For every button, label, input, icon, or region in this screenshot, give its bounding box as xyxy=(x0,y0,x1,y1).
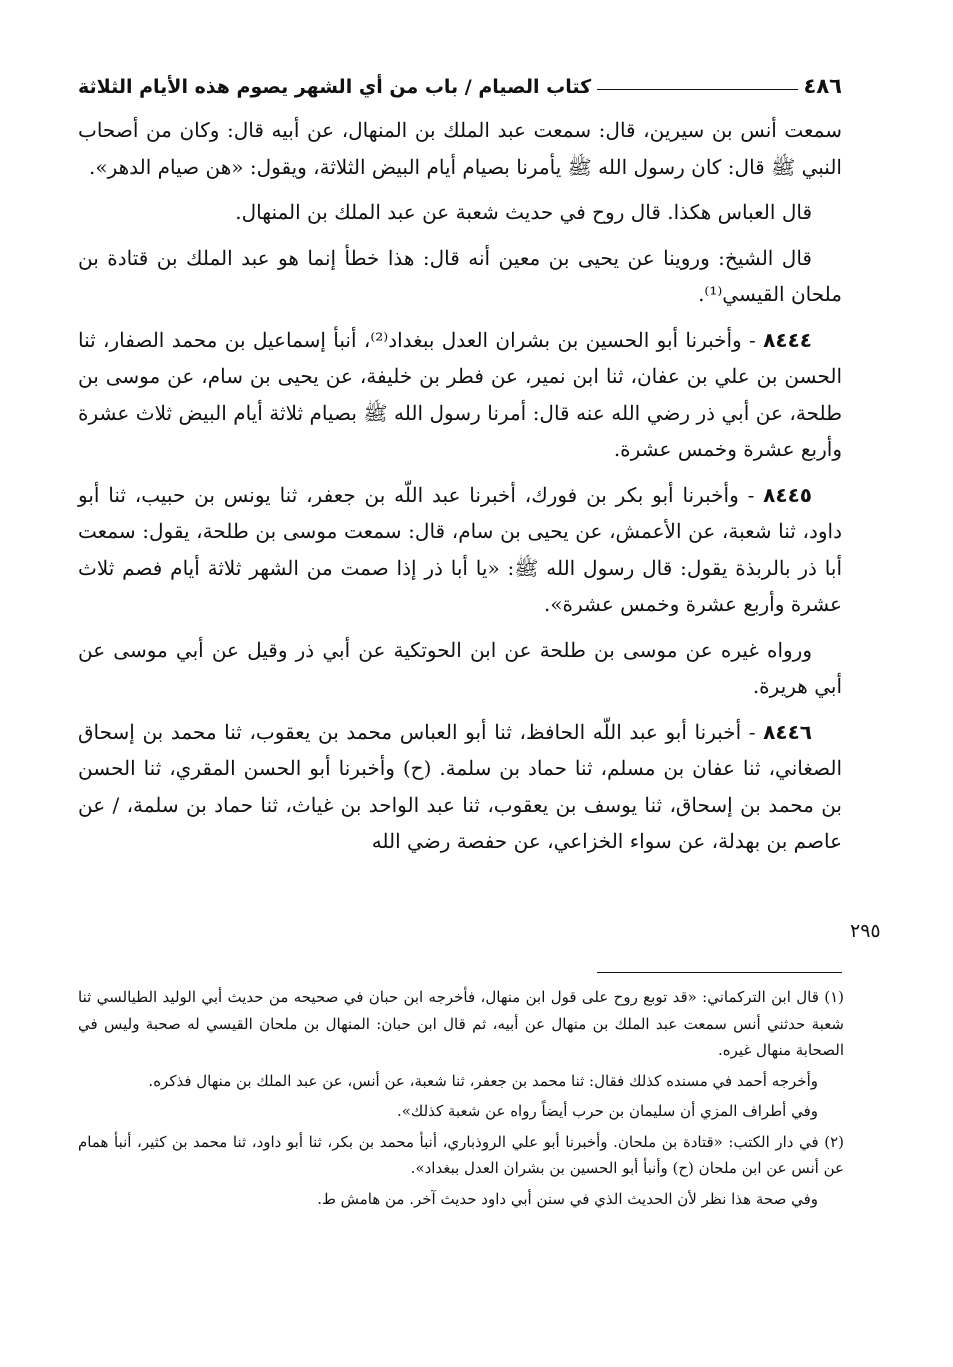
footnote: (٢) في دار الكتب: «قتادة بن ملحان. وأخبرنا أبو علي الروذباري، أنبأ محمد بن بكر، ثنا أبو داود، ثنا محمد بن كثير، أنبأ همام عن أنس عن ابن ملحان (ح) وأنبأ أبو الحسين بن بشران العدل ببغداد». xyxy=(78,1132,844,1177)
page-header xyxy=(78,58,842,98)
hadith-number: ٨٤٤٥ xyxy=(763,482,812,507)
paragraph xyxy=(78,240,842,313)
paragraph-text: قال العباس هكذا. قال روح في حديث شعبة عن عبد الملك بن المنهال. xyxy=(235,200,812,224)
header-rule xyxy=(597,89,797,90)
hadith-paragraph xyxy=(78,714,842,860)
footnote: (١) قال ابن التركماني: «قد توبع روح على قول ابن منهال، فأخرجه ابن حبان في صحيحه من حديث أبي الوليد الطيالسي ثنا شعبة حدثني أنس سمعت عبد الملك بن منهال عن أبيه، ثم قال ابن حبان: المنهال بن ملحان القيسي له صحبة وليس في الصحابة منهال غيره. xyxy=(78,988,844,1059)
paragraph-text: سمعت أنس بن سيرين، قال: سمعت عبد الملك بن المنهال، عن أبيه قال: وكان من أصحاب النبي ﷺ قال: كان رسول الله ﷺ يأمرنا بصيام أيام البيض الثلاثة، ويقول: «هن صيام الدهر». xyxy=(78,118,842,179)
hadith-number: ٨٤٤٤ xyxy=(763,327,812,352)
margin-page-reference: ٢٩٥ xyxy=(850,920,881,942)
paragraph-text: قال الشيخ: وروينا عن يحيى بن معين أنه قال: هذا خطأ إنما هو عبد الملك بن قتادة بن ملحان القيسي⁽¹⁾. xyxy=(78,245,842,306)
footnote-continuation: وفي صحة هذا نظر لأن الحديث الذي في سنن أبي داود حديث آخر. من هامش ط. xyxy=(317,1189,818,1208)
main-text xyxy=(78,112,842,869)
footnotes xyxy=(78,984,844,1216)
paragraph xyxy=(78,632,842,705)
hadith-paragraph xyxy=(78,477,842,623)
page-number: ٤٨٦ xyxy=(803,74,842,98)
footnote-continuation: وأخرجه أحمد في مسنده كذلك فقال: ثنا محمد بن جعفر، ثنا شعبة، عن أنس، عن عبد الملك بن منهال فذكره. xyxy=(148,1071,818,1090)
paragraph xyxy=(78,194,842,231)
running-title: كتاب الصيام / باب من أي الشهر يصوم هذه الأيام الثلاثة xyxy=(78,76,592,98)
footnote-continuation: وفي أطراف المزي أن سليمان بن حرب أيضاً رواه عن شعبة كذلك». xyxy=(396,1102,818,1120)
paragraph-text: - أخبرنا أبو عبد اللّه الحافظ، ثنا أبو العباس محمد بن يعقوب، ثنا محمد بن إسحاق الصغاني، ثنا عفان بن مسلم، ثنا حماد بن سلمة. (ح) وأخبرنا أبو الحسن المقري، ثنا الحسن بن محمد بن إسحاق، ثنا يوسف بن يعقوب، ثنا عبد الواحد بن غياث، ثنا حماد بن سلمة، / عن عاصم بن بهدلة، عن سواء الخزاعي، عن حفصة رضي الله xyxy=(78,719,842,853)
hadith-number: ٨٤٤٦ xyxy=(763,719,812,744)
paragraph-text: ورواه غيره عن موسى بن طلحة عن ابن الحوتكية عن أبي ذر وقيل عن أبي موسى عن أبي هريرة. xyxy=(78,637,842,698)
hadith-paragraph xyxy=(78,322,842,468)
paragraph-text: - وأخبرنا أبو الحسين بن بشران العدل ببغداد⁽²⁾، أنبأ إسماعيل بن محمد الصفار، ثنا الحسن بن علي بن عفان، ثنا ابن نمير، عن فطر بن خليفة، عن يحيى بن سام، عن موسى بن طلحة، عن أبي ذر رضي الله عنه قال: أمرنا رسول الله ﷺ بصيام ثلاثة أيام البيض ثلاث عشرة وأربع عشرة وخمس عشرة. xyxy=(78,327,843,461)
footnote-separator xyxy=(597,972,842,973)
paragraph-text: - وأخبرنا أبو بكر بن فورك، أخبرنا عبد اللّه بن جعفر، ثنا يونس بن حبيب، ثنا أبو داود، ثنا شعبة، عن الأعمش، عن يحيى بن سام، قال: سمعت موسى بن طلحة، يقول: سمعت أبا ذر بالربذة يقول: قال رسول الله ﷺ: «يا أبا ذر إذا صمت من الشهر ثلاثة أيام فصم ثلاث عشرة وأربع عشرة وخمس عشرة». xyxy=(78,482,842,616)
paragraph xyxy=(78,112,842,185)
